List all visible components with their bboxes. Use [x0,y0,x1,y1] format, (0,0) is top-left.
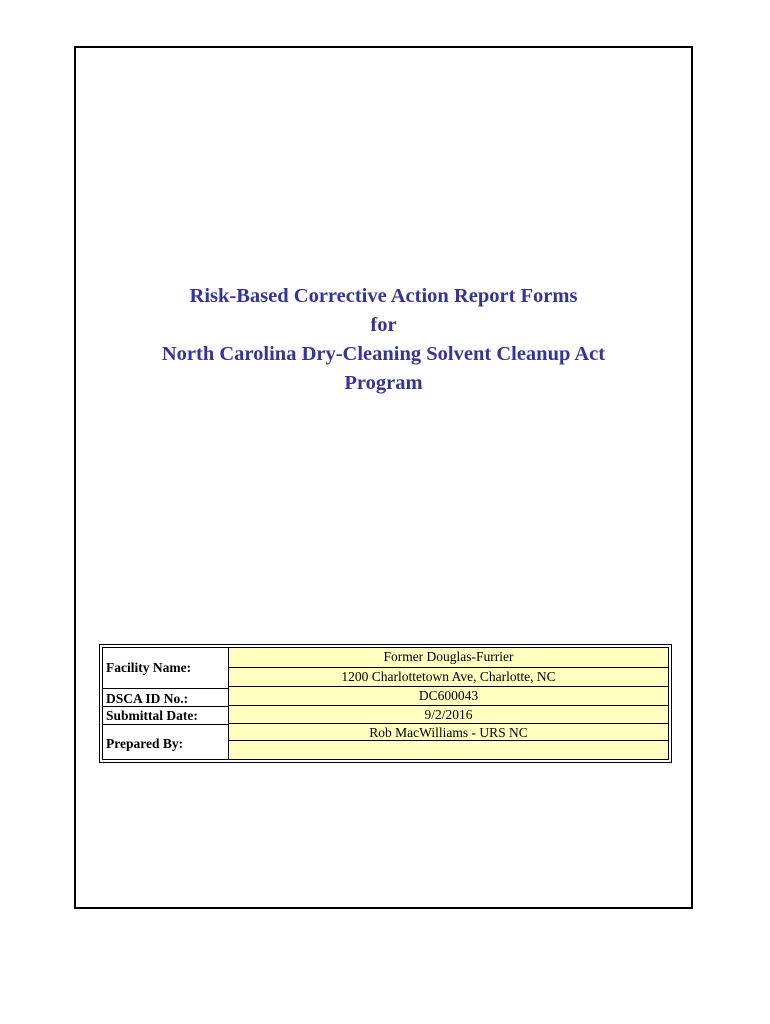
title-line-4: Program [344,372,423,394]
cover-page-frame [74,46,693,909]
label-divider [103,688,228,689]
value-column [229,648,668,759]
title-line-1: Risk-Based Corrective Action Report Forms [189,285,578,307]
facility-name-value[interactable]: Former Douglas-Furrier [229,648,668,668]
facility-info-table [99,644,672,763]
label-divider [103,706,228,707]
facility-name-label: Facility Name: [106,660,192,675]
dsca-id-label: DSCA ID No.: [106,691,189,706]
label-column [103,648,229,759]
report-title [76,282,691,398]
prepared-by-value[interactable]: Rob MacWilliams - URS NC [229,724,668,741]
prepared-by-label: Prepared By: [106,736,184,751]
title-line-2: for [370,314,397,336]
dsca-id-value[interactable]: DC600043 [229,687,668,706]
title-line-3: North Carolina Dry-Cleaning Solvent Cleanup Act [161,343,606,365]
facility-address-value[interactable]: 1200 Charlottetown Ave, Charlotte, NC [229,668,668,687]
facility-info-inner [102,647,669,760]
submittal-date-value[interactable]: 9/2/2016 [229,706,668,724]
prepared-by-extra-value[interactable] [229,741,668,759]
label-divider [103,724,228,725]
submittal-date-label: Submittal Date: [106,708,198,723]
